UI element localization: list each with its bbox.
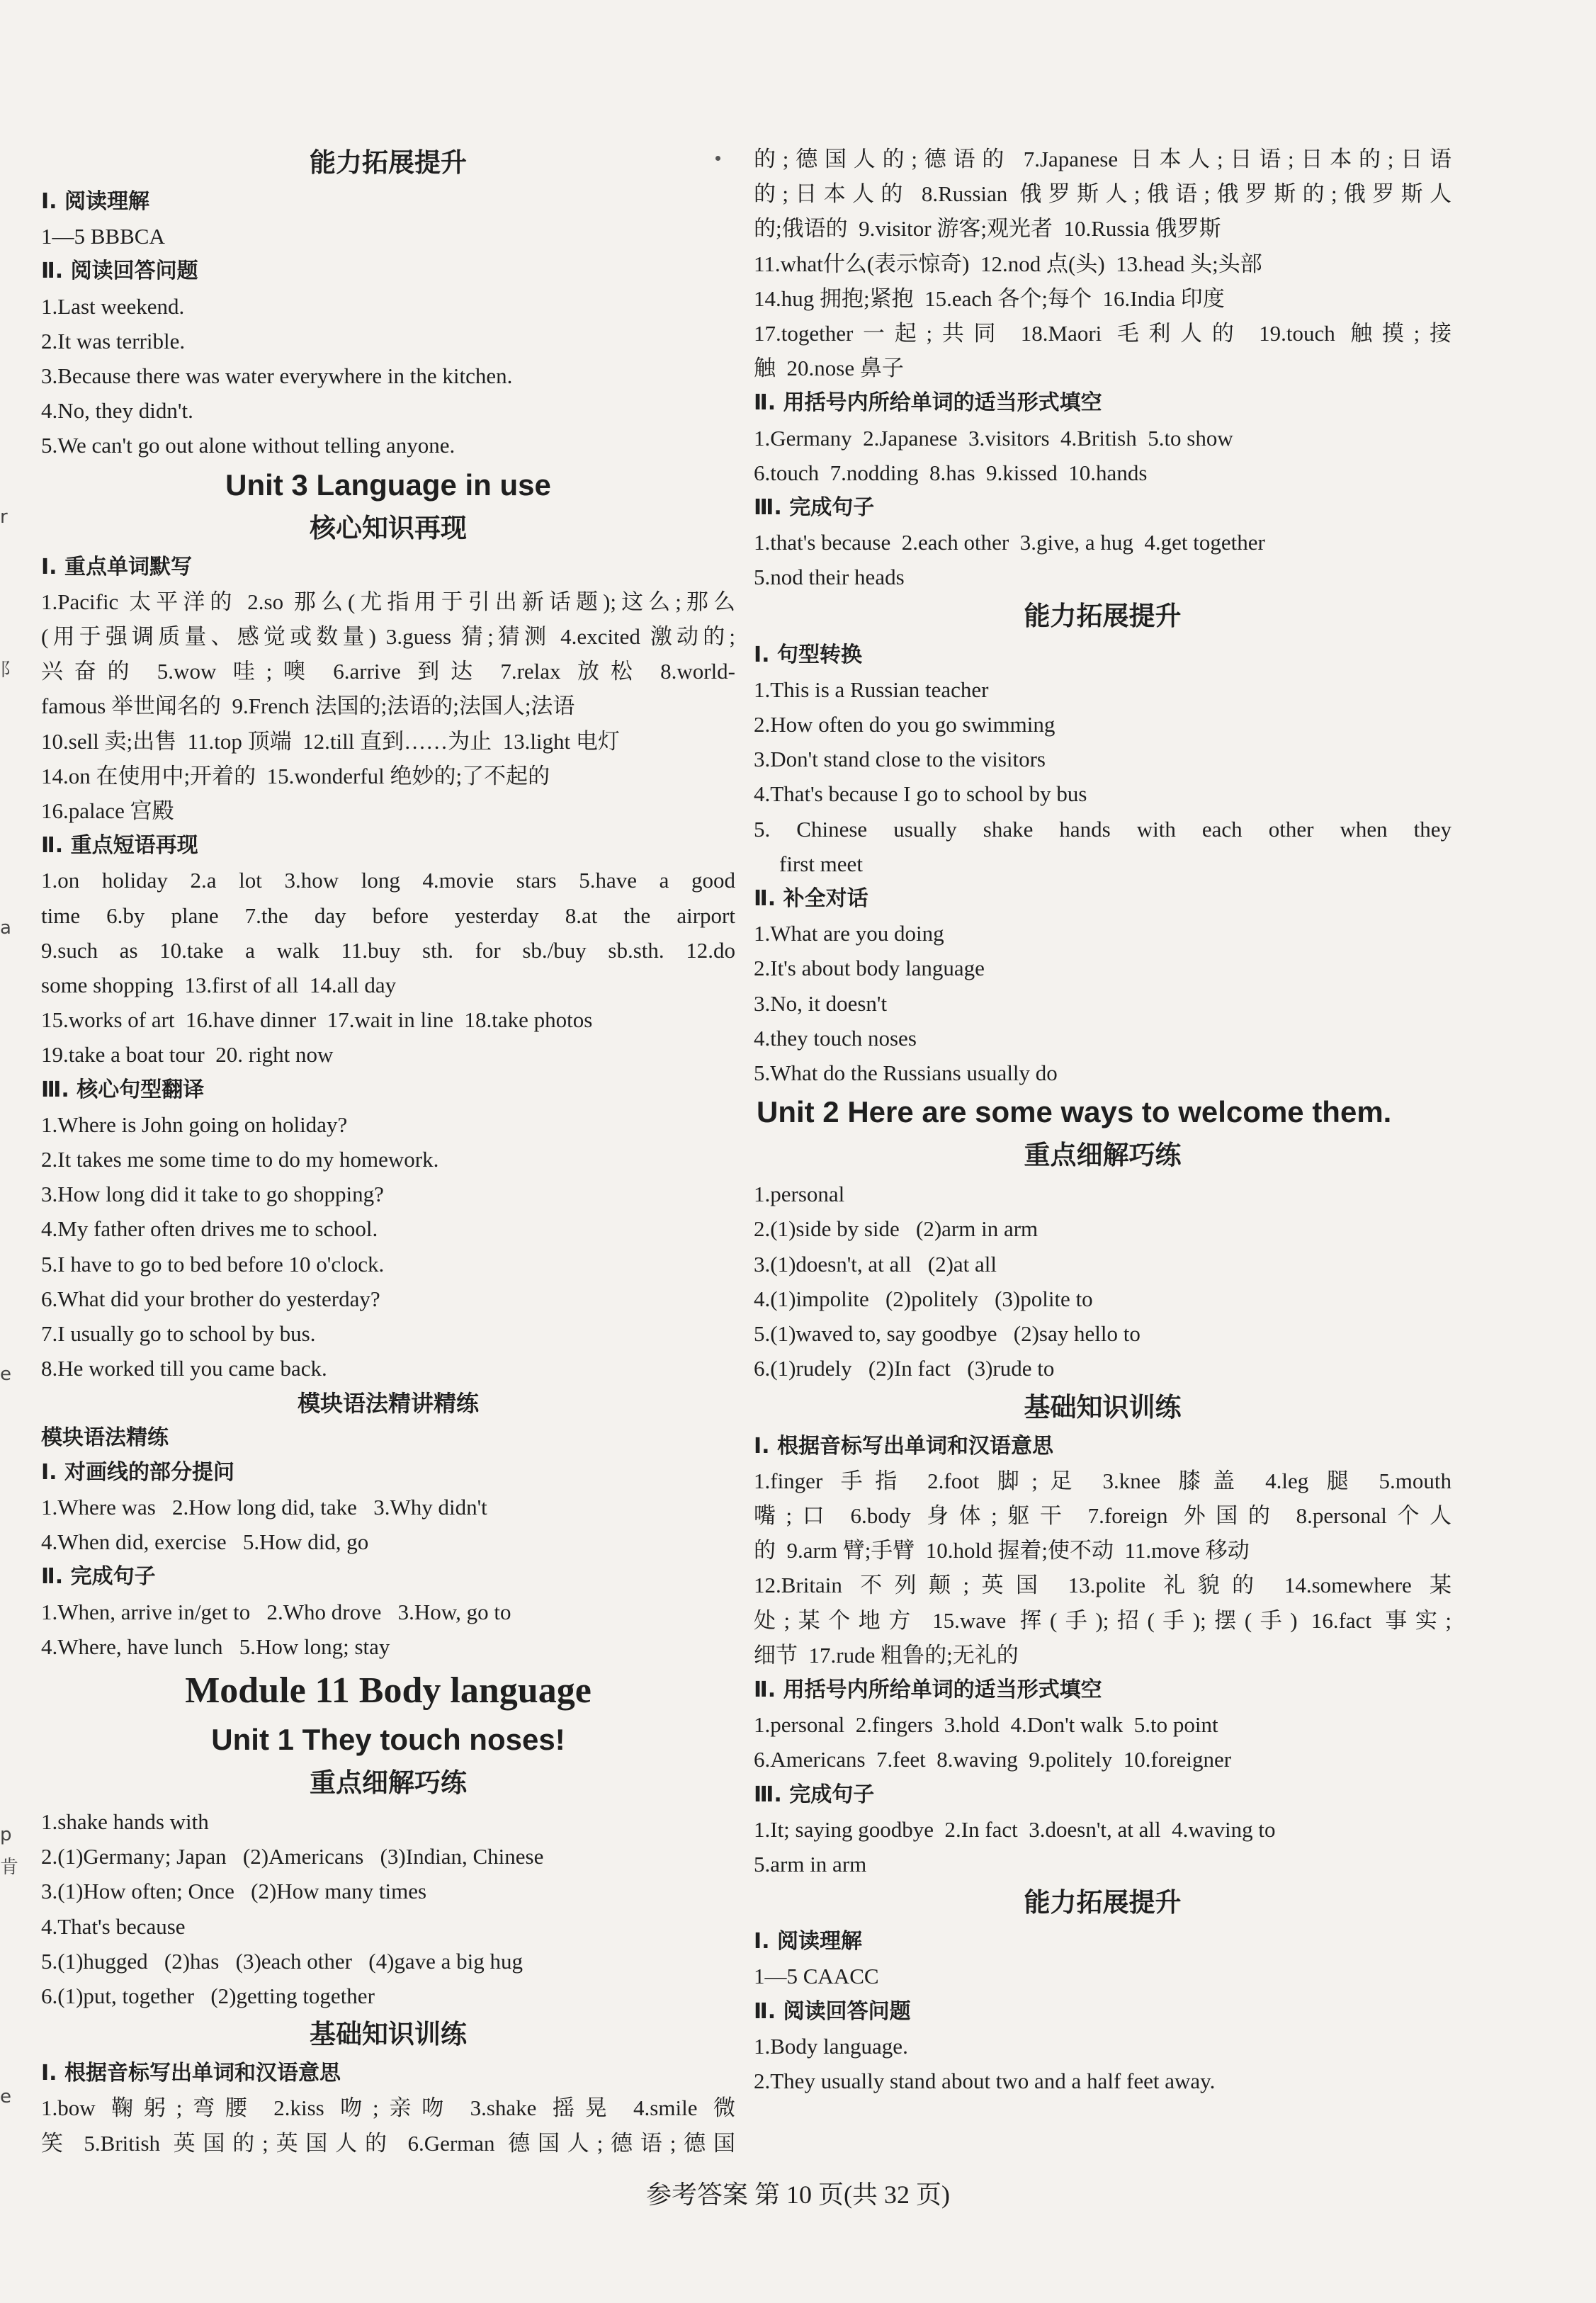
exercise-label: Ⅱ. 用括号内所给单词的适当形式填空 xyxy=(754,1677,1102,1702)
answer-line: 1.finger 手指 2.foot 脚;足 3.knee 膝盖 4.leg 腿 5.mouth xyxy=(754,1468,1451,1493)
answer-line: 处;某个地方 15.wave 挥(手);招(手);摆(手) 16.fact 事实; xyxy=(754,1607,1451,1633)
answer-line: 2.It was terrible. xyxy=(41,328,186,353)
answer-line: 3.(1)doesn't, at all (2)at all xyxy=(754,1251,997,1277)
answer-line: 6.(1)rudely (2)In fact (3)rude to xyxy=(754,1356,1055,1381)
answer-line: 1.that's because 2.each other 3.give, a hug 4.get together xyxy=(754,530,1265,555)
answer-line: 的;日本人的 8.Russian 俄罗斯人;俄语;俄罗斯的;俄罗斯人 xyxy=(754,181,1451,207)
answer-line: 4.That's because I go to school by bus xyxy=(754,781,1087,807)
answer-line: 19.take a boat tour 20. right now xyxy=(41,1042,334,1068)
answer-line: 1.This is a Russian teacher xyxy=(754,677,989,702)
answer-line: 2.It takes me some time to do my homework. xyxy=(41,1147,439,1172)
answer-line: 1—5 CAACC xyxy=(754,1964,879,1989)
subsection-heading: 模块语法精讲精练 xyxy=(297,1389,479,1417)
answer-line: 3.Don't stand close to the visitors xyxy=(754,747,1046,772)
section-heading: 能力拓展提升 xyxy=(310,147,467,178)
exercise-label: Ⅲ. 完成句子 xyxy=(754,495,875,521)
exercise-label: Ⅲ. 核心句型翻译 xyxy=(41,1077,205,1102)
answer-line: 1.Germany 2.Japanese 3.visitors 4.British 5.to show xyxy=(754,425,1233,451)
answer-line: 触 20.nose 鼻子 xyxy=(754,356,904,381)
answer-line: 16.palace 宫殿 xyxy=(41,798,174,824)
answer-line: 12.Britain 不列颠;英国 13.polite 礼貌的 14.somewhere 某 xyxy=(754,1573,1451,1598)
answer-line: 细节 17.rude 粗鲁的;无礼的 xyxy=(754,1642,1019,1668)
answer-line: time 6.by plane 7.the day before yesterday 8.at the airport xyxy=(41,902,735,928)
answer-line: some shopping 13.first of all 14.all day xyxy=(41,973,397,998)
answer-line: (用于强调质量、感觉或数量) 3.guess 猜;猜测 4.excited 激动的; xyxy=(41,624,735,650)
edge-mark: 阝 xyxy=(0,660,19,681)
exercise-label: Ⅰ. 根据音标写出单词和汉语意思 xyxy=(754,1433,1054,1459)
answer-line: 5.We can't go out alone without telling anyone. xyxy=(41,433,455,458)
answer-line: 3.No, it doesn't xyxy=(754,990,888,1016)
answer-line: 1.personal xyxy=(754,1182,845,1207)
exercise-label: Ⅰ. 阅读理解 xyxy=(41,189,150,214)
answer-line: 14.on 在使用中;开着的 15.wonderful 绝妙的;了不起的 xyxy=(41,763,550,788)
section-heading: 能力拓展提升 xyxy=(1024,1887,1182,1918)
unit-title: Unit 3 Language in use xyxy=(225,468,551,502)
answer-line: 1.Where was 2.How long did, take 3.Why didn't xyxy=(41,1494,487,1520)
exercise-label: Ⅰ. 重点单词默写 xyxy=(41,554,193,579)
edge-mark: e xyxy=(0,1364,11,1385)
edge-mark: r xyxy=(0,507,8,528)
answer-line: 6.What did your brother do yesterday? xyxy=(41,1286,380,1311)
exercise-label: 模块语法精练 xyxy=(41,1425,169,1450)
page-footer: 参考答案 第 10 页(共 32 页) xyxy=(646,2180,950,2209)
answer-line: 11.what什么(表示惊奇) 12.nod 点(头) 13.head 头;头部 xyxy=(754,251,1262,276)
answer-line: 10.sell 卖;出售 11.top 顶端 12.till 直到……为止 13.light 电灯 xyxy=(41,728,620,754)
answer-line: 17.together一起;共同 18.Maori 毛利人的 19.touch 触摸;接 xyxy=(754,321,1451,346)
section-heading: 基础知识训练 xyxy=(1024,1391,1182,1422)
section-heading: 能力拓展提升 xyxy=(1024,600,1182,631)
answer-line: 3.Because there was water everywhere in the kitchen. xyxy=(41,363,513,389)
exercise-label: Ⅰ. 对画线的部分提问 xyxy=(41,1459,235,1485)
answer-line: 2.It's about body language xyxy=(754,956,985,981)
answer-line: 2.How often do you go swimming xyxy=(754,712,1055,737)
section-heading: 重点细解巧练 xyxy=(1024,1140,1182,1171)
unit-title: Unit 1 They touch noses! xyxy=(211,1722,565,1756)
answer-line: 5.What do the Russians usually do xyxy=(754,1060,1058,1086)
answer-line: 4.(1)impolite (2)politely (3)polite to xyxy=(754,1286,1093,1311)
answer-line: 笑 5.British 英国的;英国人的 6.German 德国人;德语;德国 xyxy=(41,2130,735,2156)
exercise-label: Ⅱ. 用括号内所给单词的适当形式填空 xyxy=(754,390,1102,416)
answer-line: 3.(1)How often; Once (2)How many times xyxy=(41,1879,427,1904)
section-heading: 核心知识再现 xyxy=(310,512,467,543)
edge-mark: 肯 xyxy=(0,1857,19,1878)
answer-line: 1.It; saying goodbye 2.In fact 3.doesn't, at all 4.waving to xyxy=(754,1816,1276,1842)
edge-mark: p xyxy=(0,1824,12,1845)
answer-line: famous 举世闻名的 9.French 法国的;法语的;法国人;法语 xyxy=(41,694,575,719)
answer-line: 1.personal 2.fingers 3.hold 4.Don't walk 5.to point xyxy=(754,1712,1218,1738)
answer-line: 的;俄语的 9.visitor 游客;观光者 10.Russia 俄罗斯 xyxy=(754,216,1221,242)
exercise-label: Ⅰ. 根据音标写出单词和汉语意思 xyxy=(41,2061,341,2086)
answer-line: 1.Body language. xyxy=(754,2033,908,2059)
answer-line: 的 9.arm 臂;手臂 10.hold 握着;使不动 11.move 移动 xyxy=(754,1538,1250,1563)
exercise-label: Ⅱ. 重点短语再现 xyxy=(41,833,198,859)
answer-line: 1.shake hands with xyxy=(41,1809,209,1834)
answer-line: 嘴;口 6.body 身体;躯干 7.foreign 外国的 8.personal个人 xyxy=(754,1503,1451,1528)
answer-line: 2.They usually stand about two and a half feet away. xyxy=(754,2068,1216,2093)
answer-line: 1.When, arrive in/get to 2.Who drove 3.How, go to xyxy=(41,1599,511,1624)
answer-line: 5.nod their heads xyxy=(754,565,905,590)
answer-line: 14.hug 拥抱;紧抱 15.each 各个;每个 16.India 印度 xyxy=(754,285,1225,311)
answer-line: 9.such as 10.take a walk 11.buy sth. for sb./buy sb.sth. 12.do xyxy=(41,937,735,963)
answer-line: 4.My father often drives me to school. xyxy=(41,1216,378,1242)
answer-line: 兴奋的 5.wow 哇;噢 6.arrive 到达 7.relax 放松 8.world- xyxy=(41,659,735,684)
answer-line: 5.(1)hugged (2)has (3)each other (4)gave a big hug xyxy=(41,1948,523,1974)
answer-line: 1.What are you doing xyxy=(754,921,944,946)
answer-line: 5.I have to go to bed before 10 o'clock. xyxy=(41,1251,385,1277)
exercise-label: Ⅲ. 完成句子 xyxy=(754,1782,875,1807)
answer-line: 4.they touch noses xyxy=(754,1025,917,1051)
answer-line: 1.bow 鞠躬;弯腰 2.kiss 吻;亲吻 3.shake 摇晃 4.smile 微 xyxy=(41,2095,735,2121)
answer-line: 15.works of art 16.have dinner 17.wait in line 18.take photos xyxy=(41,1007,593,1033)
unit-title: Unit 2 Here are some ways to welcome them. xyxy=(757,1095,1392,1129)
section-heading: 重点细解巧练 xyxy=(310,1767,467,1798)
right-column xyxy=(754,142,1451,2098)
answer-line: 6.touch 7.nodding 8.has 9.kissed 10.hands xyxy=(754,460,1148,485)
answer-line: 5.arm in arm xyxy=(754,1851,867,1877)
module-title: Module 11 Body language xyxy=(185,1670,592,1711)
stray-dot xyxy=(715,156,720,161)
exercise-label: Ⅱ. 完成句子 xyxy=(41,1564,156,1590)
answer-line: 1.Pacific 太平洋的 2.so 那么(尤指用于引出新话题);这么;那么 xyxy=(41,589,735,614)
answer-line: 1.on holiday 2.a lot 3.how long 4.movie stars 5.have a good xyxy=(41,868,735,893)
exercise-label: Ⅱ. 阅读回答问题 xyxy=(41,259,198,284)
answer-line: 4.No, they didn't. xyxy=(41,398,193,424)
answer-line: 5. Chinese usually shake hands with each other when they xyxy=(754,816,1451,842)
answer-line: 1.Last weekend. xyxy=(41,293,185,319)
answer-line: 4.When did, exercise 5.How did, go xyxy=(41,1529,369,1555)
answer-line: first meet xyxy=(779,851,863,876)
edge-mark: e xyxy=(0,2086,11,2107)
answer-line: 2.(1)Germany; Japan (2)Americans (3)Indian, Chinese xyxy=(41,1844,544,1869)
answer-line: 2.(1)side by side (2)arm in arm xyxy=(754,1216,1038,1242)
answer-line: 6.Americans 7.feet 8.waving 9.politely 10.foreigner xyxy=(754,1747,1232,1772)
answer-line: 1.Where is John going on holiday? xyxy=(41,1111,348,1137)
answer-line: 的;德国人的;德语的 7.Japanese 日本人;日语;日本的;日语 xyxy=(754,147,1451,171)
answer-line: 3.How long did it take to go shopping? xyxy=(41,1182,384,1207)
answer-line: 4.That's because xyxy=(41,1913,186,1939)
exercise-label: Ⅱ. 补全对话 xyxy=(754,886,868,912)
exercise-label: Ⅰ. 句型转换 xyxy=(754,642,863,667)
left-column xyxy=(41,142,735,2161)
exercise-label: Ⅰ. 阅读理解 xyxy=(754,1929,863,1954)
edge-mark: a xyxy=(0,917,11,939)
answer-line: 7.I usually go to school by bus. xyxy=(41,1321,316,1347)
answer-line: 1—5 BBBCA xyxy=(41,224,165,249)
exercise-label: Ⅱ. 阅读回答问题 xyxy=(754,1998,911,2024)
section-heading: 基础知识训练 xyxy=(310,2019,467,2050)
answer-line: 5.(1)waved to, say goodbye (2)say hello to xyxy=(754,1321,1141,1347)
answer-line: 4.Where, have lunch 5.How long; stay xyxy=(41,1634,390,1659)
answer-line: 6.(1)put, together (2)getting together xyxy=(41,1983,375,2008)
answer-line: 8.He worked till you came back. xyxy=(41,1356,327,1381)
